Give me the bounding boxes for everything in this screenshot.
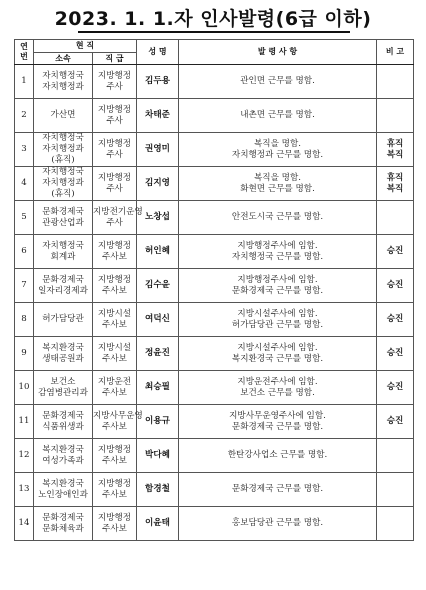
- appointment-details: [179, 405, 377, 439]
- current-dept: [34, 337, 93, 371]
- employee-name: 허인혜: [137, 235, 179, 269]
- row-number: 4: [15, 167, 34, 201]
- current-dept-line: (휴직): [51, 154, 75, 165]
- current-dept: [34, 99, 93, 133]
- appointment-line: 한탄강사업소 근무를 명함.: [227, 450, 328, 461]
- employee-name: 이윤태: [137, 507, 179, 541]
- current-grade-line: 주사: [106, 115, 123, 126]
- current-dept: [34, 473, 93, 507]
- header-action: 발 령 사 항: [179, 40, 377, 65]
- appointment-line: 복직을 명함.: [254, 172, 301, 183]
- employee-name: 김두용: [137, 65, 179, 99]
- appointment-line: 복직을 명함.: [254, 138, 301, 149]
- table-row: [15, 235, 414, 269]
- remark: [377, 269, 414, 303]
- current-grade: [93, 507, 137, 541]
- current-grade-line: 주사보: [102, 421, 127, 432]
- current-dept: [34, 65, 93, 99]
- employee-name: 박다혜: [137, 439, 179, 473]
- appointment-line: 문화경제국 근무를 명함.: [231, 421, 324, 432]
- table-row: [15, 473, 414, 507]
- row-number: 9: [15, 337, 34, 371]
- remark-line: 승진: [386, 416, 404, 427]
- current-dept-line: 자치행정국: [42, 240, 84, 251]
- current-dept-line: 일자리경제과: [38, 285, 88, 296]
- appointment-line: 관인면 근무를 명함.: [240, 76, 315, 87]
- table-body: [15, 65, 414, 541]
- row-number: 5: [15, 201, 34, 235]
- row-number: 8: [15, 303, 34, 337]
- current-grade: [93, 99, 137, 133]
- table-row: [15, 201, 414, 235]
- employee-name: 정윤진: [137, 337, 179, 371]
- row-number: 7: [15, 269, 34, 303]
- current-grade: [93, 167, 137, 201]
- appointment-line: 안전도시국 근무를 명함.: [231, 212, 324, 223]
- current-dept: [34, 405, 93, 439]
- appointment-line: 문화경제국 근무를 명함.: [231, 484, 324, 495]
- current-dept-line: 감염병관리과: [38, 387, 88, 398]
- current-dept-line: 자치행정과: [42, 178, 84, 189]
- current-grade: [93, 405, 143, 439]
- current-dept: [34, 269, 93, 303]
- header-no-line2: 번: [20, 52, 28, 61]
- current-dept-line: 생태공원과: [42, 353, 84, 364]
- table-row: [15, 269, 414, 303]
- current-dept-line: 자치행정과: [42, 81, 84, 92]
- current-dept-line: 자치행정국: [42, 167, 84, 178]
- employee-name: 함경철: [137, 473, 179, 507]
- remark: [377, 473, 414, 507]
- current-grade-line: 주사: [106, 81, 123, 92]
- row-number: 12: [15, 439, 34, 473]
- current-grade-line: 지방행정: [97, 104, 132, 115]
- table-row: [15, 303, 414, 337]
- current-grade: [93, 133, 137, 167]
- current-dept: [34, 201, 93, 235]
- current-grade-line: 주사보: [102, 251, 127, 262]
- employee-name: 최승필: [137, 371, 179, 405]
- appointment-details: [179, 303, 377, 337]
- header-grade: 직 급: [93, 53, 137, 65]
- current-grade-line: 주사: [106, 149, 123, 160]
- appointment-details: [179, 337, 377, 371]
- table-row: [15, 65, 414, 99]
- appointment-details: [179, 133, 377, 167]
- header-remark: 비 고: [377, 40, 414, 65]
- header-no: [15, 40, 34, 65]
- row-number: 6: [15, 235, 34, 269]
- current-dept: [34, 133, 93, 167]
- current-grade-line: 지방행정: [97, 172, 132, 183]
- appointment-line: 화현면 근무를 명함.: [240, 183, 315, 194]
- appointment-line: 지방시설주사에 임함.: [237, 308, 318, 319]
- remark: [377, 235, 414, 269]
- remark-line: 휴직: [386, 172, 404, 183]
- remark-line: 승진: [386, 382, 404, 393]
- appointment-line: 지방시설주사에 임함.: [237, 342, 318, 353]
- current-dept-line: 허가담당관: [42, 314, 84, 325]
- current-dept-line: 복지환경국: [42, 342, 84, 353]
- remark: [377, 507, 414, 541]
- current-dept-line: 복지환경국: [42, 478, 84, 489]
- remark: [377, 303, 414, 337]
- row-number: 3: [15, 133, 34, 167]
- current-grade-line: 주사보: [102, 455, 127, 466]
- personnel-table: [14, 39, 414, 541]
- current-grade: [93, 473, 137, 507]
- appointment-details: [179, 507, 377, 541]
- appointment-line: 자치행정과 근무를 명함.: [231, 149, 324, 160]
- remark: [377, 439, 414, 473]
- current-grade: [93, 439, 137, 473]
- remark-line: 승진: [386, 348, 404, 359]
- remark: [377, 167, 414, 201]
- remark: [377, 201, 414, 235]
- remark-line: 승진: [386, 246, 404, 257]
- current-dept-line: 복지환경국: [42, 444, 84, 455]
- remark-line: 승진: [386, 314, 404, 325]
- employee-name: 권영미: [137, 133, 179, 167]
- current-grade-line: 지방행정: [97, 138, 132, 149]
- appointment-details: [179, 371, 377, 405]
- row-number: 1: [15, 65, 34, 99]
- current-grade-line: 주사보: [102, 387, 127, 398]
- row-number: 14: [15, 507, 34, 541]
- table-row: [15, 133, 414, 167]
- appointment-line: 홍보담당관 근무를 명함.: [231, 518, 324, 529]
- table-row: [15, 405, 414, 439]
- appointment-details: [179, 99, 377, 133]
- current-grade: [93, 371, 137, 405]
- remark-line: 복직: [386, 149, 404, 160]
- row-number: 11: [15, 405, 34, 439]
- current-grade-line: 주사: [106, 217, 123, 228]
- remark: [377, 337, 414, 371]
- current-dept-line: 회계과: [50, 251, 76, 262]
- appointment-line: 자치행정국 근무를 명함.: [231, 251, 324, 262]
- header-name: 성 명: [137, 40, 179, 65]
- employee-name: 차태준: [137, 99, 179, 133]
- current-grade-line: 지방행정: [97, 70, 132, 81]
- table-row: [15, 507, 414, 541]
- current-dept-line: 자치행정국: [42, 133, 84, 144]
- employee-name: 이용규: [137, 405, 179, 439]
- current-grade: [93, 65, 137, 99]
- current-dept-line: 관광산업과: [42, 217, 84, 228]
- current-grade-line: 지방행정: [97, 444, 132, 455]
- appointment-line: 내촌면 근무를 명함.: [240, 110, 315, 121]
- table-row: [15, 439, 414, 473]
- current-grade: [93, 201, 143, 235]
- header-current: 현 직: [34, 40, 137, 53]
- current-grade-line: 지방사무운영: [93, 410, 143, 421]
- current-dept-line: 보건소: [50, 376, 76, 387]
- current-grade-line: 주사보: [102, 489, 127, 500]
- page-title: 2023. 1. 1.자 인사발령(6급 이하): [54, 8, 372, 30]
- row-number: 2: [15, 99, 34, 133]
- header-dept: 소속: [34, 53, 93, 65]
- appointment-line: 지방사무운영주사에 임함.: [229, 410, 326, 421]
- employee-name: 여덕신: [137, 303, 179, 337]
- current-dept-line: 노인장애인과: [38, 489, 88, 500]
- current-grade: [93, 235, 137, 269]
- remark-line: 휴직: [386, 138, 404, 149]
- current-grade: [93, 269, 137, 303]
- employee-name: 노창섭: [137, 201, 179, 235]
- current-dept: [34, 167, 93, 201]
- row-number: 13: [15, 473, 34, 507]
- table-row: [15, 371, 414, 405]
- current-dept-line: 문화체육과: [42, 523, 84, 534]
- current-grade-line: 주사보: [102, 285, 127, 296]
- current-dept: [34, 303, 93, 337]
- header-no-line1: 연: [20, 42, 28, 51]
- appointment-details: [179, 167, 377, 201]
- remark: [377, 65, 414, 99]
- current-dept-line: 식품위생과: [42, 421, 84, 432]
- appointment-line: 보건소 근무를 명함.: [240, 387, 315, 398]
- remark-line: 복직: [386, 183, 404, 194]
- current-grade-line: 지방시설: [97, 308, 132, 319]
- current-grade-line: 주사보: [102, 353, 127, 364]
- appointment-line: 허가담당관 근무를 명함.: [231, 319, 324, 330]
- current-dept-line: 문화경제국: [42, 512, 84, 523]
- current-grade: [93, 303, 137, 337]
- table-row: [15, 167, 414, 201]
- current-grade-line: 지방행정: [97, 240, 132, 251]
- appointment-line: 지방행정주사에 임함.: [237, 240, 318, 251]
- appointment-details: [179, 235, 377, 269]
- appointment-details: [179, 473, 377, 507]
- title-underline: [78, 31, 350, 33]
- current-dept-line: (휴직): [51, 188, 75, 199]
- current-grade: [93, 337, 137, 371]
- current-dept-line: 문화경제국: [42, 410, 84, 421]
- current-dept-line: 문화경제국: [42, 274, 84, 285]
- appointment-details: [179, 439, 377, 473]
- appointment-details: [179, 65, 377, 99]
- remark: [377, 371, 414, 405]
- current-grade-line: 지방시설: [97, 342, 132, 353]
- current-grade-line: 주사보: [102, 523, 127, 534]
- appointment-details: [179, 269, 377, 303]
- current-dept-line: 가산면: [50, 110, 76, 121]
- current-dept-line: 자치행정과: [42, 144, 84, 155]
- table-row: [15, 337, 414, 371]
- current-dept: [34, 235, 93, 269]
- employee-name: 김지영: [137, 167, 179, 201]
- remark-line: 승진: [386, 280, 404, 291]
- current-dept-line: 문화경제국: [42, 206, 84, 217]
- appointment-line: 문화경제국 근무를 명함.: [231, 285, 324, 296]
- current-grade-line: 지방행정: [97, 274, 132, 285]
- current-grade-line: 주사보: [102, 319, 127, 330]
- employee-name: 김수윤: [137, 269, 179, 303]
- remark: [377, 99, 414, 133]
- remark: [377, 405, 414, 439]
- current-grade-line: 지방행정: [97, 512, 132, 523]
- current-dept-line: 자치행정국: [42, 70, 84, 81]
- appointment-line: 지방행정주사에 임함.: [237, 274, 318, 285]
- current-dept-line: 여성가족과: [42, 455, 84, 466]
- appointment-details: [179, 201, 377, 235]
- appointment-line: 지방운전주사에 임함.: [237, 376, 318, 387]
- current-dept: [34, 507, 93, 541]
- table-row: [15, 99, 414, 133]
- current-dept: [34, 371, 93, 405]
- current-grade-line: 지방운전: [97, 376, 132, 387]
- current-grade-line: 지방전기운영: [93, 206, 143, 217]
- current-grade-line: 주사: [106, 183, 123, 194]
- row-number: 10: [15, 371, 34, 405]
- current-dept: [34, 439, 93, 473]
- appointment-line: 복지환경국 근무를 명함.: [231, 353, 324, 364]
- remark: [377, 133, 414, 167]
- current-grade-line: 지방행정: [97, 478, 132, 489]
- table-header: [15, 40, 414, 65]
